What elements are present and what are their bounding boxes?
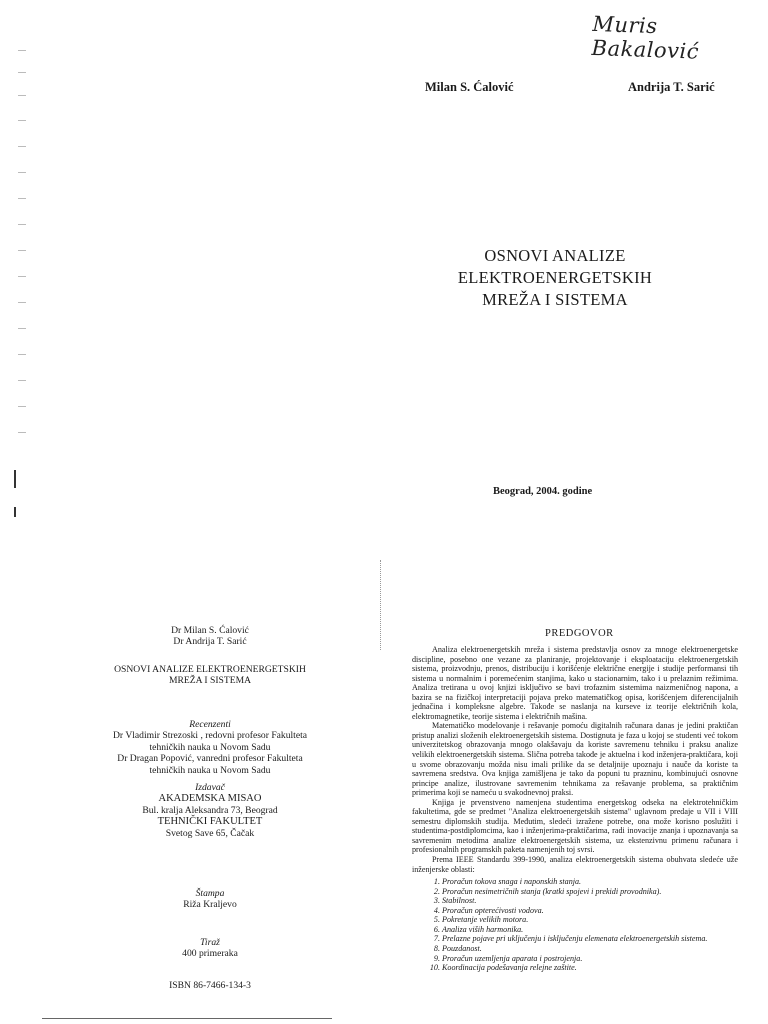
colophon-title-line: OSNOVI ANALIZE ELEKTROENERGETSKIH: [114, 664, 306, 675]
margin-mark: [18, 95, 26, 96]
list-item: 6. Analiza viših harmonika.: [442, 925, 738, 935]
title-line: ELEKTROENERGETSKIH: [457, 268, 653, 287]
preface-paragraph: Analiza elektroenergetskih mreža i sistema predstavlja osnov za mnoge elektroenergetske discipline, posebno one vezane za planiranje, projektovanje i eksploataciju elektroenergetskih sistema, proizvodnju, prenos, distribuciju i korišćenje električne energije i studije performansi tih sistema u normalnim i poremećenim stanjima, kako u stacionarnim, tako i u prelaznim režimima. Analiza tretirana u ovoj knjizi isključivo se bavi trofaznim sistemima naizmeničnog napona, a bazira se na fizičkoj interpretaciji pojava preko matematičkog opisa, korišćenjem diferencijalnih jednačina i kompleksne algebre. Takođe se naslanja na kurseve iz teorije električnih kola, elektromagnetike, teorije sistema i električnih mašina.: [412, 645, 738, 721]
reviewer-line: tehničkih nauka u Novom Sadu: [149, 741, 271, 753]
scan-mark: [14, 507, 16, 517]
colophon-author: Dr Andrija T. Sarić: [173, 636, 247, 648]
publisher-name: AKADEMSKA MISAO: [158, 793, 262, 805]
page-gutter: [380, 560, 382, 650]
margin-mark: [18, 432, 26, 433]
isbn: ISBN 86-7466-134-3: [169, 980, 251, 991]
title-line: MREŽA I SISTEMA: [482, 290, 628, 309]
list-item: 1. Proračun tokova snaga i naponskih stanja.: [442, 877, 738, 887]
publisher-label: Izdavač: [195, 782, 225, 793]
page-bottom-rule: [42, 1018, 332, 1019]
colophon-reviewers: [40, 719, 380, 776]
margin-mark: [18, 146, 26, 147]
margin-mark: [18, 172, 26, 173]
margin-mark: [18, 380, 26, 381]
colophon-print: [40, 888, 380, 911]
list-item: 7. Prelazne pojave pri uključenju i isključenju elemenata elektroenergetskih sistema.: [442, 934, 738, 944]
reviewer-line: Dr Vladimir Strezoski , redovni profesor Fakulteta: [112, 730, 308, 742]
preface-paragraph: Knjiga je prvenstveno namenjena studentima energetskog odseka na elektrotehničkim fakultetima, gde se predmet "Analiza elektroenergetskih sistema" uglavnom predaje u VII i VIII semestru diplomskih studija. Međutim, sledeći izražene potrebe, ona može korisno poslužiti i studentima-postdiplomcima, kao i inženjerima-praktičarima, radi inovacije znanja i upoznavanja sa savremenim metodima analize elektroenergetskih sistema, uz ekstenzivnu primenu računara i profesionalnih programskih paketa namenjenih toj svrsi.: [412, 797, 738, 855]
colophon-author: Dr Milan S. Ćalović: [171, 625, 249, 636]
list-item: 8. Pouzdanost.: [442, 944, 738, 954]
print-label: Štampa: [195, 888, 225, 899]
colophon-title-line: MREŽA I SISTEMA: [168, 675, 252, 687]
colophon-authors: [40, 625, 380, 648]
author-left: Milan S. Ćalović: [425, 80, 514, 94]
preface-body: [412, 645, 738, 973]
margin-mark: [18, 302, 26, 303]
handwritten-signature: Muris Bakalović: [591, 11, 700, 64]
list-item: 5. Pokretanje velikih motora.: [442, 915, 738, 925]
margin-mark: [18, 72, 26, 73]
margin-mark: [18, 328, 26, 329]
run-count: 400 primeraka: [182, 948, 238, 960]
list-item: 2. Proračun nesimetričnih stanja (kratki spojevi i prekidi provodnika).: [442, 887, 738, 897]
margin-mark: [18, 120, 26, 121]
preface-paragraph: Prema IEEE Standardu 399-1990, analiza elektroenergetskih sistema obuhvata sledeće uže inženjerske oblasti:: [412, 855, 738, 874]
reviewer-line: tehničkih nauka u Novom Sadu: [149, 764, 271, 776]
preface-heading: PREDGOVOR: [545, 628, 614, 639]
preface-paragraph: Matematičko modelovanje i rešavanje pomoću digitalnih računara danas je jedini praktičan pristup analizi složenih elektroenergetskih sistema. Dostignuta je faza u kojoj se studenti već tokom univerzitetskog obrazovanja mnogo olakšavaju da koriste savremenu tehniku i praksu analize velikih elektroenergetskih sistema. Slična potreba takođe je aktuelna i kod inženjera-praktičara, koji u svome obrazovanju možda nisu imali prilike da se detaljnije upoznaju i nauče da koriste ta savremena sredstva. Ova knjiga zamišljena je tako da popuni tu prazninu, kombinujući osnovne principe analize, ilustrovane savremenim tehnikama za rešavanje problema, sa praktičnim primerima koji se nameću u svakodnevnoj praksi.: [412, 721, 738, 798]
topic-list: [412, 877, 738, 972]
margin-mark: [18, 198, 26, 199]
list-item: 9. Proračun uzemljenja aparata i postrojenja.: [442, 954, 738, 964]
publication-place-date: Beograd, 2004. godine: [493, 486, 593, 497]
margin-mark: [18, 224, 26, 225]
author-right: Andrija T. Sarić: [628, 80, 715, 94]
margin-mark: [18, 50, 26, 51]
book-title: [395, 245, 715, 311]
margin-mark: [18, 354, 26, 355]
title-line: OSNOVI ANALIZE: [484, 246, 626, 265]
list-item: 3. Stabilnost.: [442, 896, 738, 906]
reviewers-label: Recenzenti: [189, 719, 231, 730]
list-item: 10. Koordinacija podešavanja relejne zaštite.: [442, 963, 738, 973]
scan-mark: [14, 470, 16, 488]
list-item: 4. Proračun opterećivosti vodova.: [442, 906, 738, 916]
printer-name: Riža Kraljevo: [183, 899, 237, 911]
margin-mark: [18, 250, 26, 251]
colophon-isbn: [40, 980, 380, 991]
colophon-title: [40, 664, 380, 687]
publisher-address: Bul. kralja Aleksandra 73, Beograd: [142, 804, 278, 816]
run-label: Tiraž: [200, 937, 220, 948]
margin-mark: [18, 276, 26, 277]
margin-mark: [18, 406, 26, 407]
copublisher-name: TEHNIČKI FAKULTET: [157, 816, 263, 828]
colophon-run: [40, 937, 380, 960]
reviewer-line: Dr Dragan Popović, vanredni profesor Fakulteta: [117, 753, 303, 765]
colophon-publisher: [40, 782, 380, 839]
copublisher-address: Svetog Save 65, Čačak: [165, 827, 255, 839]
